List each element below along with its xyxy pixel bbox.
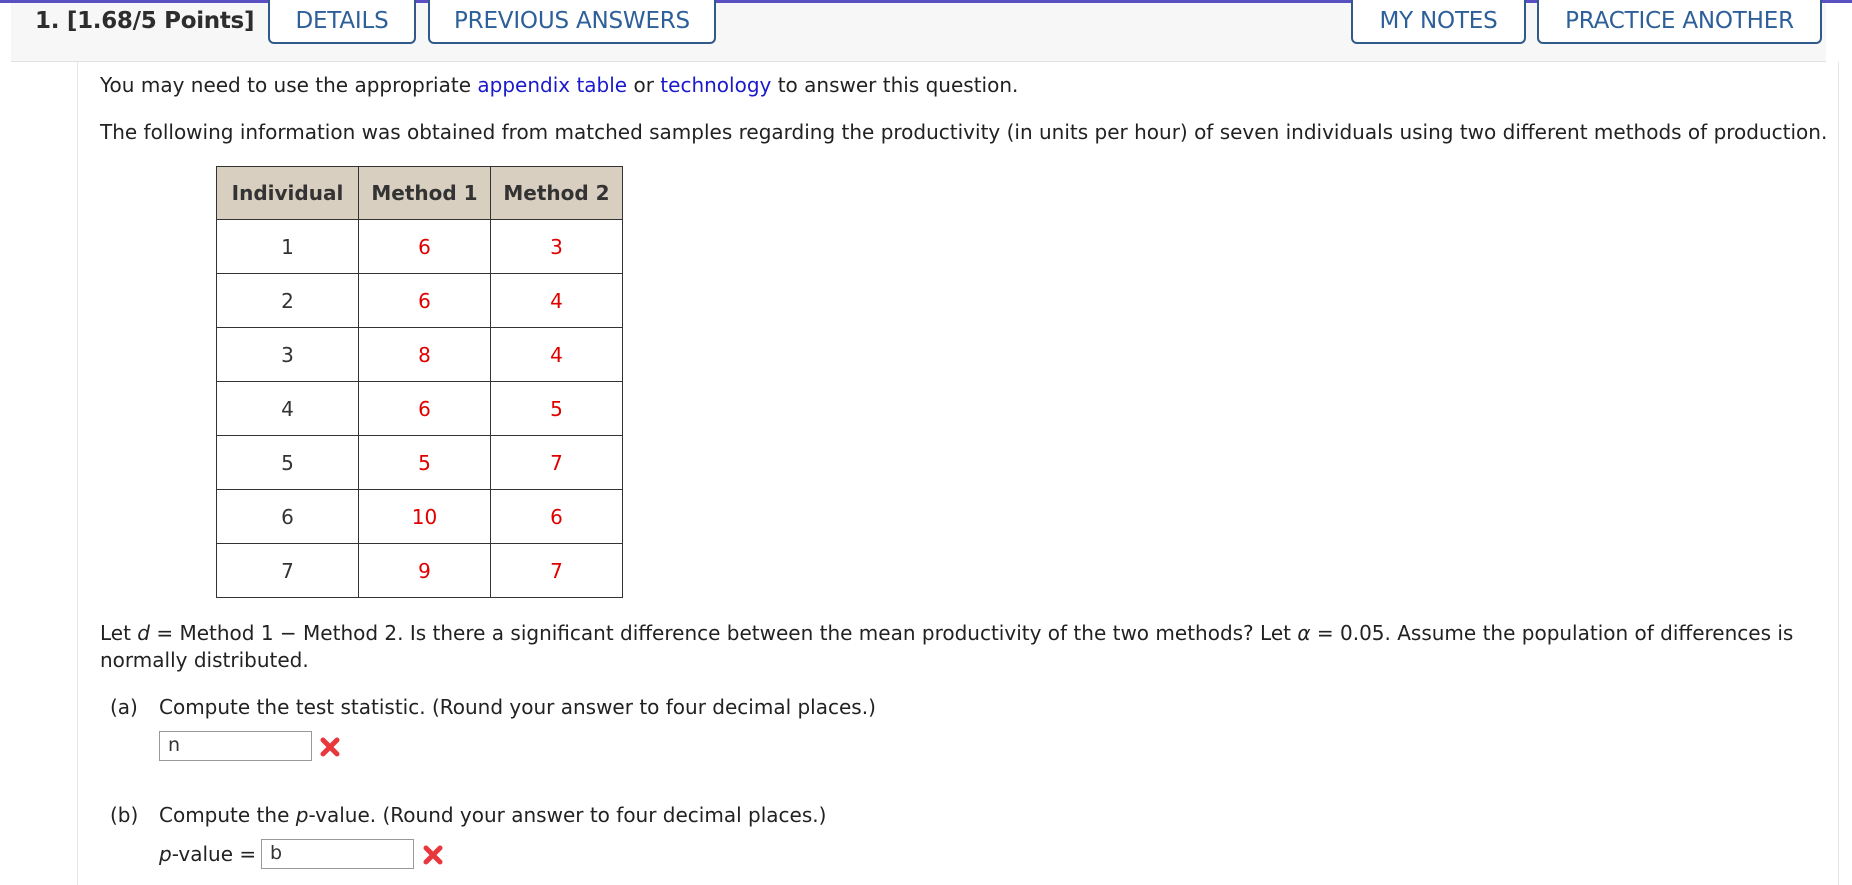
table-header-row <box>217 167 623 220</box>
individual-cell: 4 <box>217 382 359 436</box>
method-1-cell: 10 <box>359 490 491 544</box>
incorrect-x-icon <box>319 736 341 758</box>
table-row <box>217 274 623 328</box>
question-text-line2: normally distributed. <box>100 648 309 672</box>
method-2-cell: 4 <box>491 328 623 382</box>
practice-another-button[interactable]: PRACTICE ANOTHER <box>1537 0 1822 44</box>
method-2-cell: 5 <box>491 382 623 436</box>
appendix-table-link[interactable]: appendix table <box>477 73 628 97</box>
column-header-individual: Individual <box>217 167 359 220</box>
individual-cell: 7 <box>217 544 359 598</box>
part-b-prompt <box>159 803 826 827</box>
individual-cell: 2 <box>217 274 359 328</box>
variable-d: d <box>137 621 150 645</box>
column-header-method-1: Method 1 <box>359 167 491 220</box>
points-score: [1.68/5 Points] <box>66 8 255 34</box>
table-row <box>217 382 623 436</box>
method-1-cell: 6 <box>359 220 491 274</box>
table-row <box>217 220 623 274</box>
intro-text-part: You may need to use the appropriate <box>100 73 478 97</box>
variable-p: p <box>159 842 172 866</box>
method-2-cell: 6 <box>491 490 623 544</box>
table-row <box>217 328 623 382</box>
method-1-cell: 6 <box>359 274 491 328</box>
table-row <box>217 490 623 544</box>
question-text <box>100 621 1793 645</box>
part-a-prompt: Compute the test statistic. (Round your answer to four decimal places.) <box>159 695 876 719</box>
incorrect-x-icon <box>422 844 444 866</box>
question-text-part: = Method 1 − Method 2. Is there a significant difference between the mean productivity of the two methods? Let <box>150 621 1298 645</box>
individual-cell: 5 <box>217 436 359 490</box>
my-notes-button[interactable]: MY NOTES <box>1351 0 1526 44</box>
part-a-label: (a) <box>110 695 138 719</box>
column-header-method-2: Method 2 <box>491 167 623 220</box>
intro-text-part: or <box>627 73 661 97</box>
method-1-cell: 6 <box>359 382 491 436</box>
technology-link[interactable]: technology <box>660 73 772 97</box>
variable-p: p <box>295 803 309 827</box>
details-button[interactable]: DETAILS <box>268 0 416 44</box>
problem-description: The following information was obtained from matched samples regarding the productivity (in units per hour) of seven individuals using two different methods of production. <box>100 120 1828 144</box>
question-number-label: 1. <box>35 8 60 34</box>
variable-alpha: α <box>1297 621 1311 645</box>
individual-cell: 6 <box>217 490 359 544</box>
individual-cell: 1 <box>217 220 359 274</box>
p-value-input[interactable]: b <box>261 839 414 869</box>
method-2-cell: 4 <box>491 274 623 328</box>
method-1-cell: 8 <box>359 328 491 382</box>
question-number <box>35 8 254 34</box>
intro-text-part: to answer this question. <box>771 73 1019 97</box>
productivity-table <box>216 166 623 598</box>
part-b-prompt-part: Compute the <box>159 803 296 827</box>
method-2-cell: 3 <box>491 220 623 274</box>
question-text-part: = 0.05. Assume the population of differences is <box>1310 621 1794 645</box>
part-b-prompt-part: -value. (Round your answer to four decimal places.) <box>308 803 827 827</box>
previous-answers-button[interactable]: PREVIOUS ANSWERS <box>428 0 716 44</box>
question-text-part: Let <box>100 621 138 645</box>
method-2-cell: 7 <box>491 544 623 598</box>
individual-cell: 3 <box>217 328 359 382</box>
intro-text <box>100 73 1018 97</box>
table-row <box>217 544 623 598</box>
p-value-label-part: -value = <box>171 842 257 866</box>
test-statistic-input[interactable]: n <box>159 731 312 761</box>
method-1-cell: 9 <box>359 544 491 598</box>
method-1-cell: 5 <box>359 436 491 490</box>
table-row <box>217 436 623 490</box>
method-2-cell: 7 <box>491 436 623 490</box>
part-b-label: (b) <box>110 803 139 827</box>
p-value-label <box>159 842 256 866</box>
